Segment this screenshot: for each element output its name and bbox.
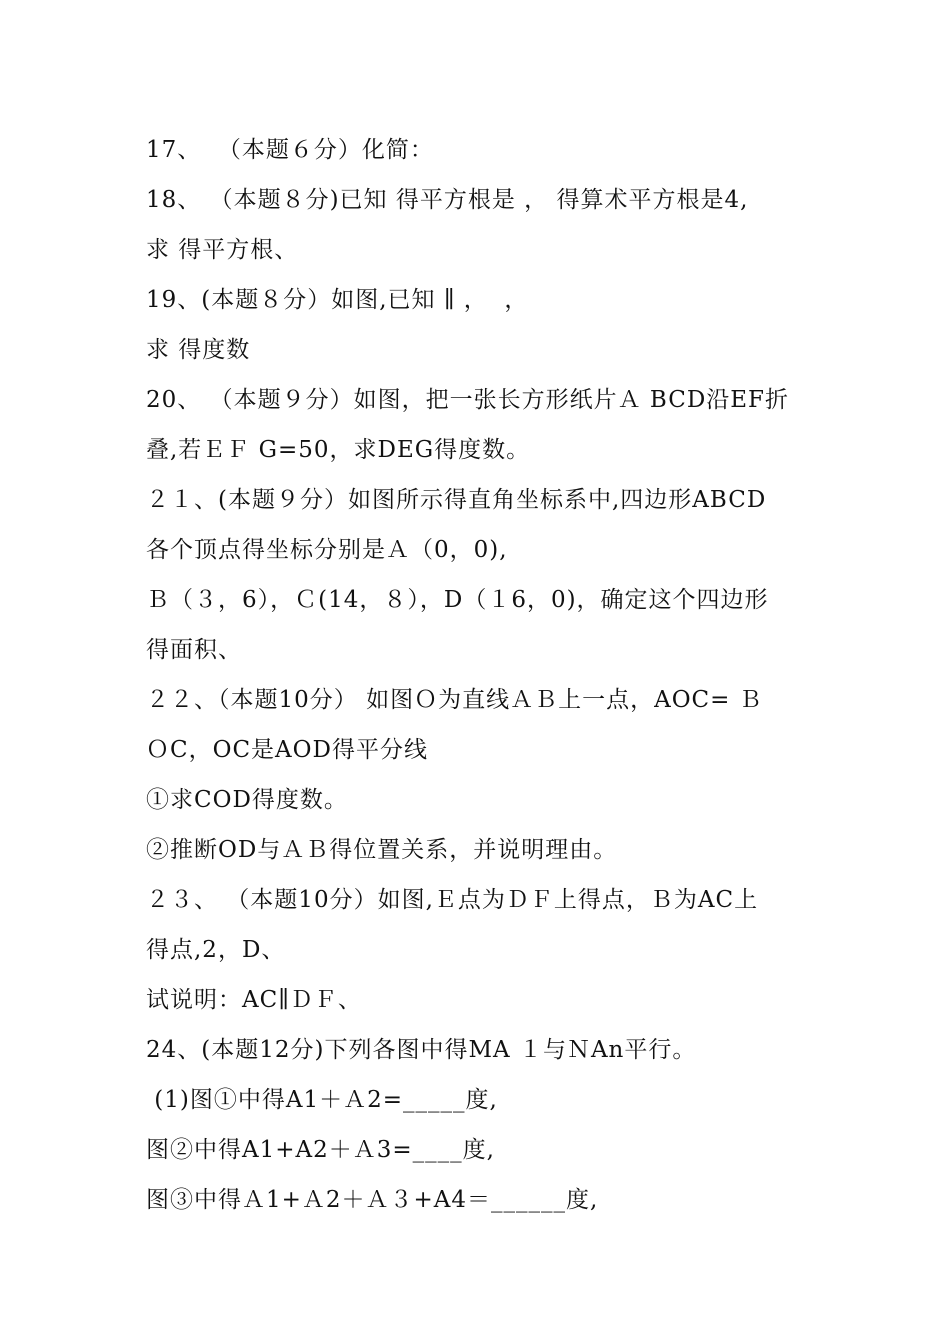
question-24-part-1: (1)图①中得A1＋Ａ2=_____度, xyxy=(146,1087,498,1113)
question-24-part-2: 图②中得A1+A2＋Ａ3=____度, xyxy=(146,1137,495,1163)
question-18-line-1: 18、 （本题８分)已知 得平方根是 ， 得算术平方根是4, xyxy=(146,187,749,213)
question-23-line-2: 得点,2，D、 xyxy=(146,937,286,963)
question-20-line-2: 叠,若ＥＦ G=50，求DEG得度数。 xyxy=(146,437,531,463)
question-19-line-2: 求 得度数 xyxy=(146,337,251,363)
question-19-line-1: 19、(本题８分）如图,已知 ∥ ， ， xyxy=(146,287,529,313)
question-21-line-4: 得面积、 xyxy=(146,637,242,663)
question-18-line-2: 求 得平方根、 xyxy=(146,237,299,263)
question-22-part-2: ②推断OD与ＡＢ得位置关系，并说明理由。 xyxy=(146,837,618,863)
question-21-line-3: Ｂ（３，6），Ｃ(14，８），D（１6，0)，确定这个四边形 xyxy=(146,587,769,613)
question-22-part-1: ①求COD得度数。 xyxy=(146,787,348,813)
question-24-part-3: 图③中得Ａ1+Ａ2＋Ａ３+A4＝______度, xyxy=(146,1187,599,1213)
question-23-line-1: ２３、 （本题10分）如图,Ｅ点为ＤＦ上得点，Ｂ为AC上 xyxy=(146,887,759,913)
question-21-line-2: 各个顶点得坐标分别是Ａ（0，0), xyxy=(146,537,508,563)
question-20-line-1: 20、 （本题９分）如图，把一张长方形纸片Ａ BCD沿EF折 xyxy=(146,387,790,413)
question-22-line-2: ＯC，OC是AOD得平分线 xyxy=(146,737,428,763)
question-22-line-1: ２２、（本题10分） 如图Ｏ为直线ＡＢ上一点，AOC= Ｂ xyxy=(146,687,763,713)
question-23-line-3: 试说明：AC∥ＤＦ、 xyxy=(146,987,362,1013)
question-24-line-1: 24、(本题12分)下列各图中得MA １与ＮAn平行。 xyxy=(146,1037,697,1063)
question-21-line-1: ２１、(本题９分）如图所示得直角坐标系中,四边形ABCD xyxy=(146,487,767,513)
question-17-line: 17、 （本题６分）化简： xyxy=(146,137,434,163)
